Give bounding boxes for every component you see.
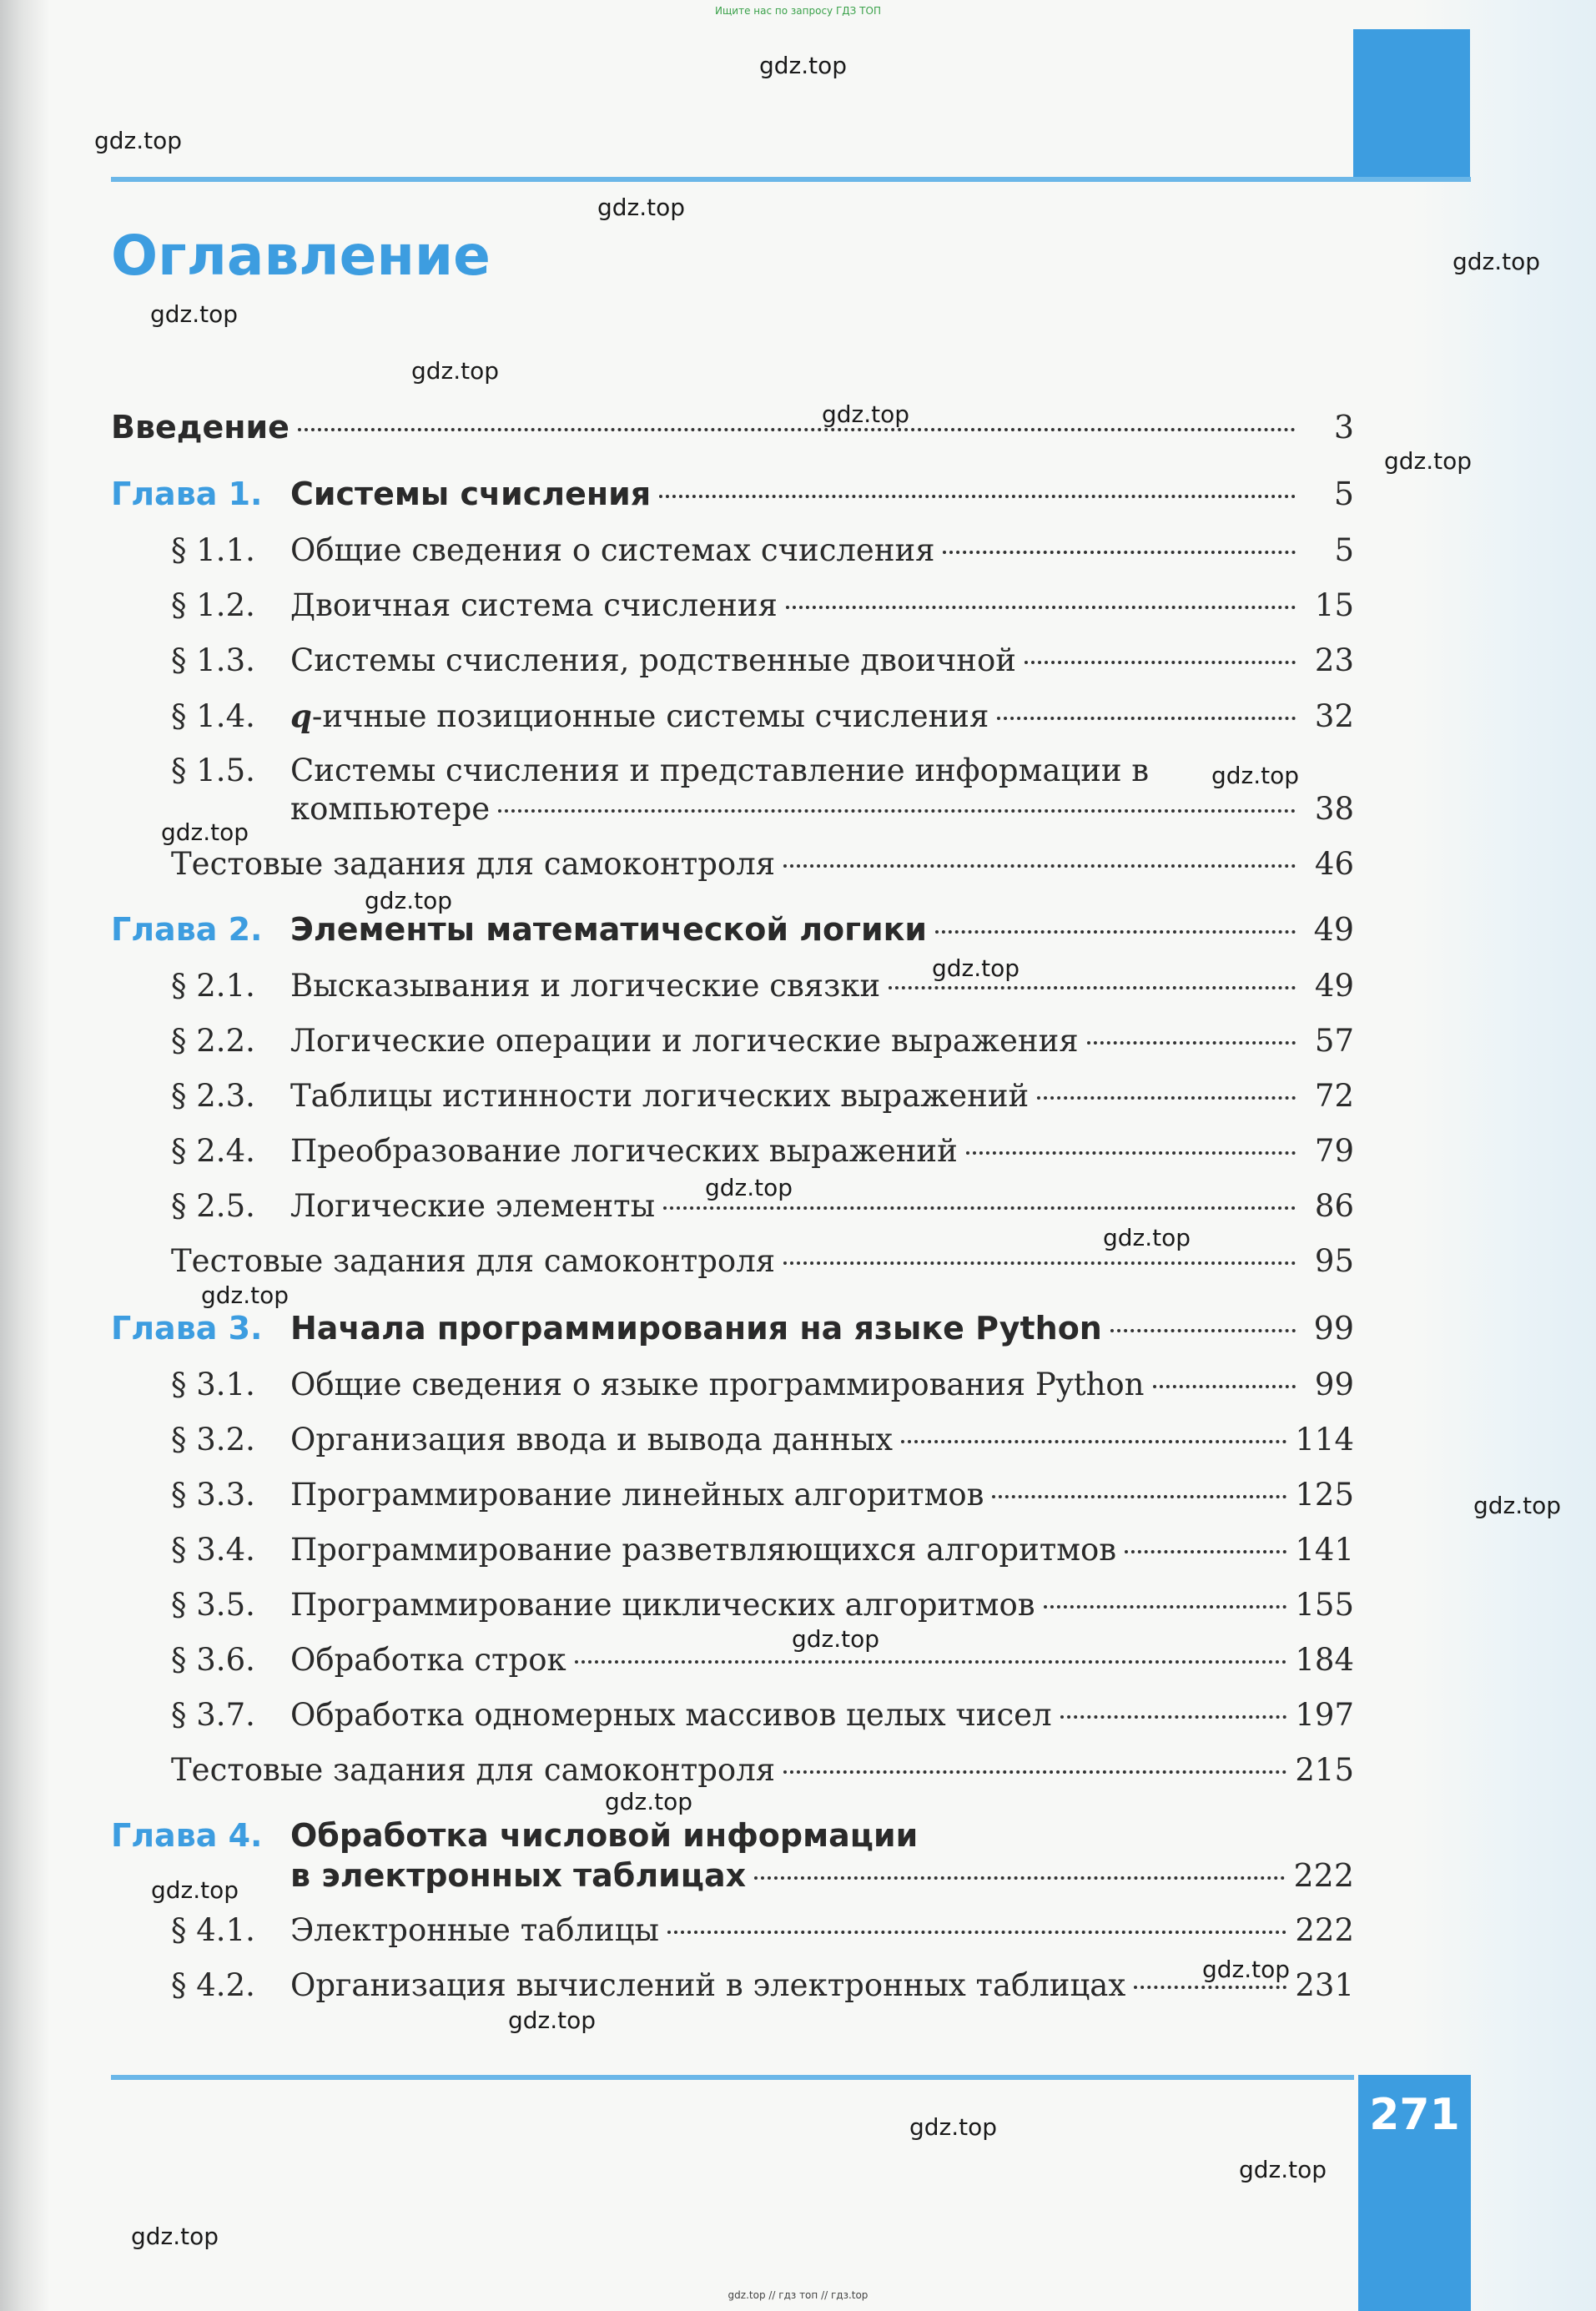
dot-leader: [786, 606, 1296, 609]
section-page: 114: [1295, 1422, 1354, 1458]
section-number: § 3.7.: [171, 1697, 255, 1733]
section-title: Высказывания и логические связки: [290, 968, 881, 1004]
page-edge-tint: [1412, 0, 1596, 2311]
dot-leader: [783, 1261, 1296, 1265]
watermark: gdz.top: [131, 2223, 219, 2250]
section-title: компьютере: [290, 791, 491, 827]
toc-section-3-5[interactable]: [171, 1587, 1354, 1623]
chapter-page: 222: [1293, 1857, 1354, 1894]
toc-section-3-2[interactable]: [171, 1422, 1354, 1458]
header-color-tab: [1353, 29, 1470, 179]
dot-leader: [889, 986, 1296, 989]
section-page: 79: [1314, 1133, 1354, 1169]
chapter-page: 99: [1313, 1310, 1354, 1347]
section-page: 155: [1295, 1587, 1354, 1623]
chapter-label: Глава 1.: [111, 476, 263, 512]
section-title: Электронные таблицы: [290, 1912, 659, 1948]
dot-leader: [901, 1440, 1286, 1443]
section-page: 86: [1314, 1188, 1354, 1224]
section-number: § 3.2.: [171, 1422, 255, 1458]
watermark: gdz.top: [150, 300, 239, 328]
toc-section-2-3[interactable]: [171, 1078, 1354, 1114]
section-page: 15: [1314, 587, 1354, 623]
section-number: § 3.3.: [171, 1477, 255, 1513]
section-title-line1: Системы счисления и представление информации в: [290, 753, 1150, 788]
section-page: 5: [1334, 532, 1354, 568]
watermark: gdz.top: [822, 400, 910, 428]
chapter-title: Элементы математической логики: [290, 911, 928, 948]
toc-section-1-2[interactable]: [171, 587, 1354, 623]
section-number: § 3.1.: [171, 1367, 255, 1402]
chapter-title: в электронных таблицах: [290, 1857, 747, 1894]
page-title: Оглавление: [111, 224, 491, 288]
watermark: gdz.top: [909, 2113, 998, 2141]
section-number: § 2.3.: [171, 1078, 255, 1114]
dot-leader: [298, 428, 1296, 431]
section-number: § 4.1.: [171, 1912, 255, 1948]
toc-chapter-3[interactable]: [111, 1310, 1354, 1347]
dot-leader: [943, 551, 1296, 554]
toc-section-1-4[interactable]: [171, 697, 1354, 734]
section-number: § 2.5.: [171, 1188, 255, 1224]
page-number: 271: [1369, 2090, 1460, 2140]
watermark: gdz.top: [1453, 248, 1541, 275]
section-title: Обработка одномерных массивов целых чисел: [290, 1697, 1052, 1733]
toc-section-3-6[interactable]: [171, 1642, 1354, 1678]
watermark: gdz.top: [1202, 1956, 1291, 1983]
toc-chapter-4[interactable]: [111, 1857, 1354, 1894]
toc-entry-intro[interactable]: [111, 409, 1354, 446]
dot-leader: [935, 930, 1296, 934]
toc-chapter-2[interactable]: [111, 911, 1354, 948]
section-title: Таблицы истинности логических выражений: [290, 1078, 1030, 1114]
section-title: [290, 697, 989, 734]
section-page: 197: [1295, 1697, 1354, 1733]
section-title-rest: -ичные позиционные системы счисления: [311, 698, 989, 734]
watermark: gdz.top: [411, 357, 500, 385]
watermark: gdz.top: [1239, 2156, 1327, 2183]
chapter-page: 5: [1333, 476, 1354, 512]
watermark: gdz.top: [605, 1788, 693, 1815]
section-page: 99: [1314, 1367, 1354, 1402]
toc-entry-page: 3: [1333, 409, 1354, 446]
section-number: § 1.5.: [171, 753, 255, 788]
watermark: gdz.top: [1473, 1492, 1562, 1519]
dot-leader: [783, 864, 1296, 868]
toc-section-2-4[interactable]: [171, 1133, 1354, 1169]
toc-section-3-1[interactable]: [171, 1367, 1354, 1402]
toc-section-1-3[interactable]: [171, 642, 1354, 678]
bottom-note: gdz.top // гдз топ // гдз.top: [728, 2289, 868, 2301]
section-page: 49: [1314, 968, 1354, 1004]
watermark: gdz.top: [94, 127, 183, 154]
section-number: § 3.5.: [171, 1587, 255, 1623]
toc-section-3-4[interactable]: [171, 1532, 1354, 1568]
toc-section-4-1[interactable]: [171, 1912, 1354, 1948]
dot-leader: [992, 1495, 1286, 1498]
page-binding-shade: [0, 0, 50, 2311]
toc-section-2-1[interactable]: [171, 968, 1354, 1004]
dot-leader: [1037, 1096, 1296, 1100]
watermark: gdz.top: [792, 1625, 880, 1653]
dot-leader: [667, 1931, 1286, 1934]
section-page: 72: [1314, 1078, 1354, 1114]
section-title-prefix: q: [290, 697, 312, 734]
watermark: gdz.top: [508, 2006, 597, 2034]
dot-leader: [754, 1876, 1285, 1880]
section-page: 32: [1314, 698, 1354, 734]
section-page: 141: [1295, 1532, 1354, 1568]
section-number: § 1.3.: [171, 642, 255, 678]
dot-leader: [997, 717, 1296, 720]
toc-chapter-1[interactable]: [111, 476, 1354, 512]
section-number: § 1.2.: [171, 587, 255, 623]
watermark: gdz.top: [161, 818, 249, 846]
chapter-label-4: Глава 4.: [111, 1817, 263, 1854]
section-title: Системы счисления, родственные двоичной: [290, 642, 1016, 678]
section-number: § 4.2.: [171, 1967, 255, 2003]
dot-leader: [1025, 661, 1296, 664]
watermark: gdz.top: [1384, 447, 1473, 475]
section-title: Программирование линейных алгоритмов: [290, 1477, 984, 1513]
chapter-title: Системы счисления: [290, 476, 652, 512]
chapter-label: Глава 3.: [111, 1310, 263, 1347]
test-page: 95: [1314, 1243, 1354, 1279]
section-number: § 1.1.: [171, 532, 255, 568]
dot-leader: [1134, 1986, 1286, 1989]
footer-rule: [111, 2075, 1354, 2080]
toc-test-1[interactable]: [171, 846, 1354, 882]
section-title: Преобразование логических выражений: [290, 1133, 958, 1169]
section-page: 222: [1295, 1912, 1354, 1948]
test-page: 46: [1314, 846, 1354, 882]
toc-section-3-7[interactable]: [171, 1697, 1354, 1733]
dot-leader: [1087, 1041, 1296, 1045]
dot-leader: [1153, 1385, 1296, 1388]
toc-entry-title: Введение: [111, 409, 289, 446]
dot-leader: [1060, 1715, 1287, 1719]
toc-section-4-2[interactable]: [171, 1967, 1354, 2003]
chapter-title: Начала программирования на языке Python: [290, 1310, 1102, 1347]
test-title: Тестовые задания для самоконтроля: [171, 1243, 776, 1279]
section-page: 38: [1314, 791, 1354, 827]
section-number: § 3.4.: [171, 1532, 255, 1568]
section-title: Двоичная система счисления: [290, 587, 778, 623]
header-rule: [111, 177, 1471, 182]
test-title: Тестовые задания для самоконтроля: [171, 846, 776, 882]
toc-section-2-2[interactable]: [171, 1023, 1354, 1059]
dot-leader: [1044, 1605, 1287, 1609]
test-title: Тестовые задания для самоконтроля: [171, 1752, 776, 1788]
dot-leader: [1125, 1550, 1286, 1553]
watermark: gdz.top: [1103, 1224, 1191, 1251]
watermark: gdz.top: [1211, 762, 1300, 789]
watermark: gdz.top: [705, 1174, 793, 1201]
section-title: Общие сведения о системах счисления: [290, 532, 935, 568]
dot-leader: [1110, 1329, 1296, 1332]
dot-leader: [659, 495, 1296, 498]
section-page: 23: [1314, 642, 1354, 678]
section-number: § 2.1.: [171, 968, 255, 1004]
section-title: Программирование циклических алгоритмов: [290, 1587, 1035, 1623]
section-number: § 1.4.: [171, 698, 255, 734]
section-page: 184: [1295, 1642, 1354, 1678]
dot-leader: [498, 809, 1296, 813]
toc-section-3-3[interactable]: [171, 1477, 1354, 1513]
chapter-page: 49: [1313, 911, 1354, 948]
watermark: gdz.top: [151, 1876, 239, 1904]
test-page: 215: [1295, 1752, 1354, 1788]
section-title: Организация ввода и вывода данных: [290, 1422, 894, 1458]
watermark: gdz.top: [597, 194, 686, 221]
section-number: § 3.6.: [171, 1642, 255, 1678]
section-number: § 2.2.: [171, 1023, 255, 1059]
watermark: gdz.top: [201, 1281, 289, 1309]
watermark: gdz.top: [759, 52, 848, 79]
top-note: Ищите нас по запросу ГДЗ ТОП: [715, 5, 881, 17]
section-title: Общие сведения о языке программирования Python: [290, 1367, 1145, 1402]
watermark: gdz.top: [932, 954, 1020, 982]
chapter-label: Глава 2.: [111, 911, 263, 948]
dot-leader: [663, 1206, 1296, 1210]
section-title: Организация вычислений в электронных таблицах: [290, 1967, 1126, 2003]
toc-section-1-1[interactable]: [171, 532, 1354, 568]
section-title: Программирование разветвляющихся алгоритмов: [290, 1532, 1117, 1568]
section-page: 57: [1314, 1023, 1354, 1059]
section-title: Логические элементы: [290, 1188, 656, 1224]
section-number: § 2.4.: [171, 1133, 255, 1169]
dot-leader: [966, 1151, 1296, 1155]
dot-leader: [575, 1660, 1287, 1664]
toc-test-3[interactable]: [171, 1752, 1354, 1788]
chapter-title-line1: Обработка числовой информации: [290, 1817, 919, 1854]
section-page: 231: [1295, 1967, 1354, 2003]
watermark: gdz.top: [365, 887, 453, 914]
dot-leader: [783, 1770, 1286, 1774]
section-page: 125: [1295, 1477, 1354, 1513]
section-title: Логические операции и логические выражения: [290, 1023, 1079, 1059]
section-title: Обработка строк: [290, 1642, 566, 1678]
